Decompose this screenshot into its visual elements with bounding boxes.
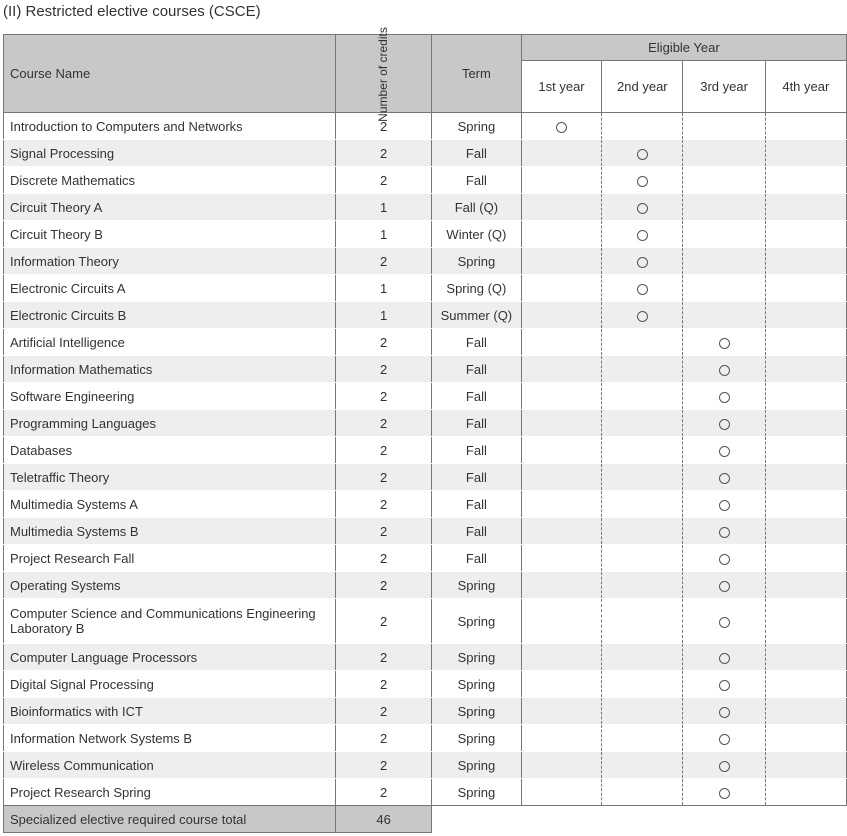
- header-course-name: Course Name: [4, 35, 336, 113]
- header-credits-label: Number of credits: [376, 27, 391, 122]
- eligible-mark-icon: [719, 734, 730, 745]
- eligible-year-2-cell: [602, 221, 683, 248]
- table-row: [4, 302, 847, 329]
- eligible-year-3-cell: [683, 698, 765, 725]
- eligible-mark-icon: [719, 392, 730, 403]
- eligible-mark-icon: [637, 230, 648, 241]
- course-credits: 2: [336, 383, 432, 410]
- course-name: Introduction to Computers and Networks: [4, 113, 336, 140]
- eligible-year-2-cell: [602, 248, 683, 275]
- course-credits: 2: [336, 356, 432, 383]
- eligible-year-1-cell: [521, 779, 601, 806]
- course-term: Spring: [431, 752, 521, 779]
- eligible-mark-icon: [637, 284, 648, 295]
- course-name: Signal Processing: [4, 140, 336, 167]
- eligible-year-1-cell: [521, 671, 601, 698]
- eligible-year-2-cell: [602, 518, 683, 545]
- course-credits: 2: [336, 752, 432, 779]
- eligible-mark-icon: [637, 176, 648, 187]
- eligible-year-4-cell: [765, 113, 846, 140]
- course-credits: 1: [336, 302, 432, 329]
- course-term: Fall: [431, 167, 521, 194]
- eligible-year-4-cell: [765, 302, 846, 329]
- eligible-mark-icon: [719, 365, 730, 376]
- table-row: [4, 167, 847, 194]
- eligible-year-1-cell: [521, 410, 601, 437]
- eligible-mark-icon: [719, 680, 730, 691]
- eligible-mark-icon: [637, 257, 648, 268]
- course-name: Project Research Spring: [4, 779, 336, 806]
- course-name: Project Research Fall: [4, 545, 336, 572]
- course-name: Information Theory: [4, 248, 336, 275]
- eligible-year-3-cell: [683, 464, 765, 491]
- eligible-year-2-cell: [602, 167, 683, 194]
- course-term: Fall: [431, 518, 521, 545]
- eligible-year-4-cell: [765, 167, 846, 194]
- eligible-year-4-cell: [765, 518, 846, 545]
- course-term: Spring: [431, 599, 521, 644]
- course-term: Fall: [431, 491, 521, 518]
- table-row: [4, 545, 847, 572]
- course-name: Discrete Mathematics: [4, 167, 336, 194]
- section-heading: (II) Restricted elective courses (CSCE): [3, 3, 261, 20]
- eligible-year-2-cell: [602, 410, 683, 437]
- eligible-year-1-cell: [521, 491, 601, 518]
- course-name: Artificial Intelligence: [4, 329, 336, 356]
- course-credits: 2: [336, 545, 432, 572]
- course-credits: 2: [336, 113, 432, 140]
- eligible-mark-icon: [719, 617, 730, 628]
- header-year-1: 1st year: [521, 61, 601, 113]
- header-year-2: 2nd year: [602, 61, 683, 113]
- course-name: Computer Language Processors: [4, 644, 336, 671]
- eligible-year-1-cell: [521, 356, 601, 383]
- course-table: [3, 27, 847, 833]
- eligible-year-2-cell: [602, 572, 683, 599]
- eligible-year-2-cell: [602, 464, 683, 491]
- eligible-year-2-cell: [602, 275, 683, 302]
- table-row: [4, 248, 847, 275]
- course-name: Electronic Circuits A: [4, 275, 336, 302]
- eligible-year-3-cell: [683, 644, 765, 671]
- eligible-mark-icon: [719, 554, 730, 565]
- eligible-mark-icon: [637, 203, 648, 214]
- course-term: Spring: [431, 698, 521, 725]
- course-term: Spring: [431, 725, 521, 752]
- eligible-year-2-cell: [602, 302, 683, 329]
- course-name: Multimedia Systems B: [4, 518, 336, 545]
- eligible-year-1-cell: [521, 167, 601, 194]
- course-credits: 2: [336, 140, 432, 167]
- eligible-year-3-cell: [683, 248, 765, 275]
- eligible-year-2-cell: [602, 698, 683, 725]
- eligible-year-3-cell: [683, 329, 765, 356]
- eligible-year-1-cell: [521, 545, 601, 572]
- eligible-year-2-cell: [602, 194, 683, 221]
- course-term: Fall: [431, 140, 521, 167]
- table-row: [4, 194, 847, 221]
- course-term: Spring: [431, 779, 521, 806]
- eligible-year-3-cell: [683, 221, 765, 248]
- course-term: Fall: [431, 329, 521, 356]
- eligible-year-2-cell: [602, 671, 683, 698]
- eligible-year-4-cell: [765, 491, 846, 518]
- course-term: Spring: [431, 113, 521, 140]
- course-name: Bioinformatics with ICT: [4, 698, 336, 725]
- eligible-mark-icon: [719, 527, 730, 538]
- eligible-mark-icon: [556, 122, 567, 133]
- eligible-year-1-cell: [521, 752, 601, 779]
- eligible-year-3-cell: [683, 113, 765, 140]
- eligible-year-1-cell: [521, 518, 601, 545]
- course-credits: 2: [336, 518, 432, 545]
- eligible-year-2-cell: [602, 383, 683, 410]
- course-credits: 2: [336, 599, 432, 644]
- eligible-year-4-cell: [765, 599, 846, 644]
- eligible-year-1-cell: [521, 275, 601, 302]
- course-name: Information Network Systems B: [4, 725, 336, 752]
- course-term: Summer (Q): [431, 302, 521, 329]
- eligible-year-4-cell: [765, 644, 846, 671]
- eligible-year-4-cell: [765, 671, 846, 698]
- table-row: [4, 113, 847, 140]
- course-credits: 2: [336, 698, 432, 725]
- eligible-year-4-cell: [765, 356, 846, 383]
- course-credits: 2: [336, 779, 432, 806]
- eligible-year-2-cell: [602, 437, 683, 464]
- course-term: Fall: [431, 437, 521, 464]
- course-name: Circuit Theory B: [4, 221, 336, 248]
- table-row: [4, 275, 847, 302]
- eligible-year-3-cell: [683, 545, 765, 572]
- eligible-year-1-cell: [521, 437, 601, 464]
- eligible-mark-icon: [719, 581, 730, 592]
- table-row: [4, 329, 847, 356]
- eligible-year-1-cell: [521, 140, 601, 167]
- course-credits: 2: [336, 248, 432, 275]
- table-row: [4, 140, 847, 167]
- eligible-year-4-cell: [765, 545, 846, 572]
- eligible-year-4-cell: [765, 464, 846, 491]
- eligible-year-3-cell: [683, 302, 765, 329]
- eligible-year-3-cell: [683, 194, 765, 221]
- header-year-4: 4th year: [765, 61, 846, 113]
- course-credits: 2: [336, 329, 432, 356]
- course-credits: 1: [336, 275, 432, 302]
- eligible-year-3-cell: [683, 671, 765, 698]
- eligible-year-3-cell: [683, 752, 765, 779]
- table-row: [4, 572, 847, 599]
- course-name: Multimedia Systems A: [4, 491, 336, 518]
- course-term: Spring: [431, 644, 521, 671]
- course-name: Teletraffic Theory: [4, 464, 336, 491]
- course-term: Spring: [431, 572, 521, 599]
- course-term: Fall: [431, 410, 521, 437]
- table-row: [4, 221, 847, 248]
- course-credits: 2: [336, 437, 432, 464]
- header-year-3: 3rd year: [683, 61, 765, 113]
- course-credits: 2: [336, 671, 432, 698]
- course-name: Databases: [4, 437, 336, 464]
- eligible-year-2-cell: [602, 329, 683, 356]
- eligible-year-4-cell: [765, 275, 846, 302]
- eligible-year-3-cell: [683, 167, 765, 194]
- eligible-year-4-cell: [765, 725, 846, 752]
- table-row: [4, 356, 847, 383]
- total-blank: [431, 806, 846, 833]
- course-table-body: [4, 113, 847, 806]
- eligible-year-3-cell: [683, 356, 765, 383]
- course-credits: 1: [336, 221, 432, 248]
- eligible-year-3-cell: [683, 779, 765, 806]
- total-row: [4, 806, 847, 833]
- eligible-year-3-cell: [683, 275, 765, 302]
- table-row: [4, 752, 847, 779]
- table-row: [4, 698, 847, 725]
- eligible-year-1-cell: [521, 221, 601, 248]
- course-credits: 2: [336, 725, 432, 752]
- eligible-year-4-cell: [765, 779, 846, 806]
- header-eligible-year: Eligible Year: [521, 35, 846, 61]
- table-row: [4, 779, 847, 806]
- table-row: [4, 383, 847, 410]
- eligible-year-4-cell: [765, 248, 846, 275]
- eligible-year-2-cell: [602, 113, 683, 140]
- table-row: [4, 491, 847, 518]
- course-credits: 2: [336, 410, 432, 437]
- header-term: Term: [431, 35, 521, 113]
- eligible-year-1-cell: [521, 644, 601, 671]
- eligible-year-4-cell: [765, 329, 846, 356]
- eligible-year-4-cell: [765, 194, 846, 221]
- total-label: Specialized elective required course total: [4, 806, 336, 833]
- total-value: 46: [336, 806, 432, 833]
- table-row: [4, 464, 847, 491]
- course-credits: 2: [336, 491, 432, 518]
- eligible-year-1-cell: [521, 572, 601, 599]
- eligible-year-1-cell: [521, 302, 601, 329]
- eligible-mark-icon: [637, 149, 648, 160]
- eligible-year-2-cell: [602, 779, 683, 806]
- eligible-year-2-cell: [602, 752, 683, 779]
- eligible-year-2-cell: [602, 545, 683, 572]
- course-name: Information Mathematics: [4, 356, 336, 383]
- table-row: [4, 518, 847, 545]
- eligible-year-2-cell: [602, 356, 683, 383]
- eligible-year-1-cell: [521, 698, 601, 725]
- course-name: Computer Science and Communications Engineering Laboratory B: [4, 599, 336, 644]
- eligible-year-2-cell: [602, 140, 683, 167]
- course-term: Spring: [431, 248, 521, 275]
- course-name: Programming Languages: [4, 410, 336, 437]
- header-credits: [336, 27, 432, 122]
- course-name: Operating Systems: [4, 572, 336, 599]
- eligible-year-3-cell: [683, 140, 765, 167]
- eligible-year-4-cell: [765, 437, 846, 464]
- table-row: [4, 410, 847, 437]
- eligible-year-1-cell: [521, 194, 601, 221]
- table-row: [4, 644, 847, 671]
- eligible-mark-icon: [719, 761, 730, 772]
- eligible-mark-icon: [719, 446, 730, 457]
- eligible-mark-icon: [719, 473, 730, 484]
- course-credits: 1: [336, 194, 432, 221]
- eligible-year-4-cell: [765, 698, 846, 725]
- course-term: Fall: [431, 383, 521, 410]
- eligible-year-4-cell: [765, 752, 846, 779]
- eligible-mark-icon: [719, 500, 730, 511]
- eligible-year-3-cell: [683, 491, 765, 518]
- table-row: [4, 599, 847, 644]
- course-name: Circuit Theory A: [4, 194, 336, 221]
- eligible-year-4-cell: [765, 572, 846, 599]
- eligible-year-1-cell: [521, 113, 601, 140]
- eligible-year-2-cell: [602, 491, 683, 518]
- eligible-year-3-cell: [683, 725, 765, 752]
- course-term: Winter (Q): [431, 221, 521, 248]
- eligible-year-3-cell: [683, 437, 765, 464]
- table-row: [4, 671, 847, 698]
- eligible-mark-icon: [719, 707, 730, 718]
- eligible-year-3-cell: [683, 518, 765, 545]
- eligible-year-4-cell: [765, 383, 846, 410]
- eligible-year-2-cell: [602, 725, 683, 752]
- eligible-year-4-cell: [765, 410, 846, 437]
- course-term: Fall: [431, 464, 521, 491]
- eligible-year-2-cell: [602, 644, 683, 671]
- course-term: Spring: [431, 671, 521, 698]
- course-name: Electronic Circuits B: [4, 302, 336, 329]
- eligible-year-3-cell: [683, 599, 765, 644]
- course-credits: 2: [336, 167, 432, 194]
- table-row: [4, 437, 847, 464]
- course-term: Spring (Q): [431, 275, 521, 302]
- course-term: Fall: [431, 356, 521, 383]
- course-term: Fall (Q): [431, 194, 521, 221]
- eligible-mark-icon: [719, 419, 730, 430]
- course-credits: 2: [336, 644, 432, 671]
- eligible-year-3-cell: [683, 572, 765, 599]
- course-name: Wireless Communication: [4, 752, 336, 779]
- eligible-year-1-cell: [521, 383, 601, 410]
- eligible-mark-icon: [719, 653, 730, 664]
- course-credits: 2: [336, 572, 432, 599]
- table-row: [4, 725, 847, 752]
- eligible-mark-icon: [719, 788, 730, 799]
- eligible-mark-icon: [719, 338, 730, 349]
- course-name: Digital Signal Processing: [4, 671, 336, 698]
- eligible-year-1-cell: [521, 464, 601, 491]
- eligible-year-3-cell: [683, 410, 765, 437]
- eligible-year-4-cell: [765, 140, 846, 167]
- eligible-mark-icon: [637, 311, 648, 322]
- eligible-year-1-cell: [521, 725, 601, 752]
- eligible-year-2-cell: [602, 599, 683, 644]
- eligible-year-1-cell: [521, 329, 601, 356]
- course-credits: 2: [336, 464, 432, 491]
- eligible-year-1-cell: [521, 599, 601, 644]
- eligible-year-3-cell: [683, 383, 765, 410]
- course-name: Software Engineering: [4, 383, 336, 410]
- eligible-year-4-cell: [765, 221, 846, 248]
- course-term: Fall: [431, 545, 521, 572]
- eligible-year-1-cell: [521, 248, 601, 275]
